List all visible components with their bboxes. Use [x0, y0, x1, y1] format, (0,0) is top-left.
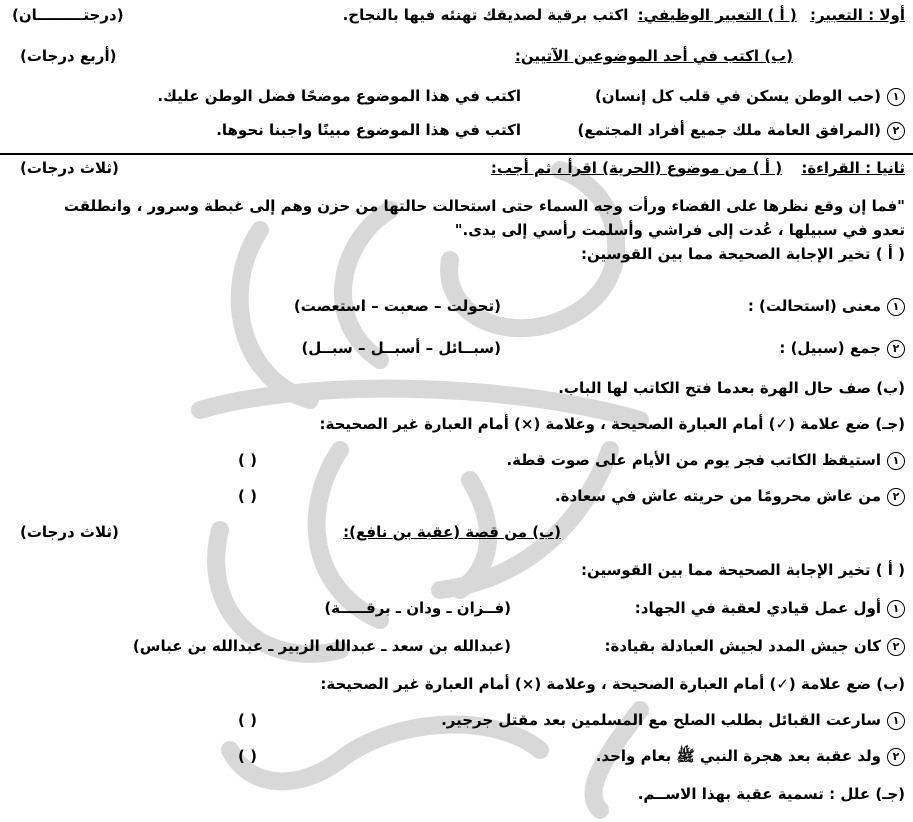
s2-statement2-answer-blank[interactable]: ( ) [238, 487, 257, 505]
s2-q2-options: (سبــائل – أسبــل – سبــل) [301, 339, 501, 357]
s2-statement2-number: ٢ [887, 488, 905, 506]
topic1-line [595, 86, 905, 106]
section3-question-b: (ب) ضع علامة (✓) أمام العبارة الصحيحة ، وعلامة (×) أمام العبارة غير الصحيحة: [320, 675, 905, 693]
s3-q2-text: كان جيش المدد لجيش العبادلة بقيادة: [604, 637, 881, 655]
section1-heading: أولا : التعبير: [809, 6, 905, 24]
passage-line1: "فما إن وقع نظرها على الفضاء ورأت وجه السماء حتى استحالت حالتها من حزن وهم إلى غبطة وسرور ، وانطلقت [63, 197, 905, 215]
s3-statement1 [441, 710, 905, 730]
s3-q1-number: ١ [887, 600, 905, 618]
s2-q2 [779, 338, 905, 358]
s2-statement1-text: استيقظ الكاتب فجر يوم من الأيام على صوت قطة. [506, 451, 881, 469]
section1-a-text: اكتب برقية لصديقك تهنئه فيها بالنجاح. [342, 6, 629, 24]
s3-q2-options: (عبدالله بن سعد ـ عبدالله الزبير ـ عبدالله بن عباس) [132, 637, 511, 655]
topic1-text: اكتب في هذا الموضوع موضحًا فضل الوطن عليك. [157, 87, 521, 105]
s3-statement2-answer-blank[interactable]: ( ) [238, 747, 257, 765]
section2-question-b: (ب) صف حال الهرة بعدما فتح الكاتب لها الباب. [558, 379, 905, 397]
s3-q2 [604, 636, 905, 656]
topic2-title: (المرافق العامة ملك جميع أفراد المجتمع) [577, 121, 881, 139]
s3-statement2-text: ولد عقبة بعد هجرة النبي ﷺ بعام واحد. [595, 747, 881, 765]
section-divider [0, 153, 913, 155]
s2-statement2 [555, 486, 905, 506]
s2-statement2-text: من عاش محرومًا من حريته عاش في سعادة. [554, 487, 881, 505]
section3-b-label-text: (ب) من قصة (عقبة بن نافع): [343, 523, 561, 541]
section1-title-line [343, 5, 905, 25]
section3-question-c: (جـ) علل : تسمية عقبة بهذا الاســم. [637, 785, 905, 803]
s3-statement1-number: ١ [887, 712, 905, 730]
passage-line2: تعدو في سبيلها ، عُدت إلى فراشي وأسلمت رأسي إلى يدى." [454, 221, 905, 239]
s2-q1-number: ١ [887, 298, 905, 316]
s3-statement2-number: ٢ [887, 748, 905, 766]
s3-q1-options: (فــزان ـ ودان ـ برقـــــة) [324, 599, 511, 617]
s2-q1-text: معنى (استحالت) : [747, 297, 881, 315]
section1-b-label-text: (ب) اكتب في أحد الموضوعين الآتيين: [514, 47, 793, 65]
s2-q2-number: ٢ [887, 340, 905, 358]
s3-q1 [635, 598, 905, 618]
section2-question-c: (جـ) ضع علامة (✓) أمام العبارة الصحيحة ، وعلامة (×) أمام العبارة غير الصحيحة: [319, 415, 905, 433]
s2-q1 [748, 296, 905, 316]
section3-marks: (ثلاث درجات) [20, 523, 119, 541]
section2-heading: ثانيا : القراءة: [801, 159, 905, 177]
s3-q2-number: ٢ [887, 638, 905, 656]
section3-b-label [343, 522, 561, 542]
section1-b-label [515, 46, 793, 66]
section1-b-marks: (أربع درجات) [20, 47, 117, 65]
section2-marks: (ثلاث درجات) [20, 159, 119, 177]
s3-statement1-answer-blank[interactable]: ( ) [238, 711, 257, 729]
topic2-text: اكتب في هذا الموضوع مبينًا واجبنا نحوها. [216, 121, 521, 139]
topic1-title: (حب الوطن يسكن في قلب كل إنسان) [594, 87, 881, 105]
s2-statement1-answer-blank[interactable]: ( ) [238, 451, 257, 469]
s2-statement1-number: ١ [887, 452, 905, 470]
s3-statement2 [596, 746, 905, 766]
section3-question-a: ( أ ) تخير الإجابة الصحيحة مما بين القوسين: [581, 561, 905, 579]
s3-q1-text: أول عمل قيادي لعقبة في الجهاد: [634, 599, 881, 617]
section2-title-line [491, 158, 905, 178]
s2-statement1 [506, 450, 905, 470]
s3-statement1-text: سارعت القبائل بطلب الصلح مع المسلمين بعد مقتل جرجير. [441, 711, 881, 729]
s2-q1-options: (تحولت – صعبت – استعصت) [293, 297, 501, 315]
section1-a-label: ( أ ) التعبير الوظيفي: [637, 6, 797, 24]
topic1-number: ١ [887, 88, 905, 106]
section2-a-label: ( أ ) من موضوع (الحرية) اقرأ ، ثم أجب: [490, 159, 783, 177]
section1-a-marks: (درجتـــــــــان) [12, 6, 124, 24]
section2-question-a: ( أ ) تخير الإجابة الصحيحة مما بين القوسين: [581, 245, 905, 263]
s2-q2-text: جمع (سبيل) : [779, 339, 881, 357]
topic2-number: ٢ [887, 122, 905, 140]
topic2-line [577, 120, 905, 140]
